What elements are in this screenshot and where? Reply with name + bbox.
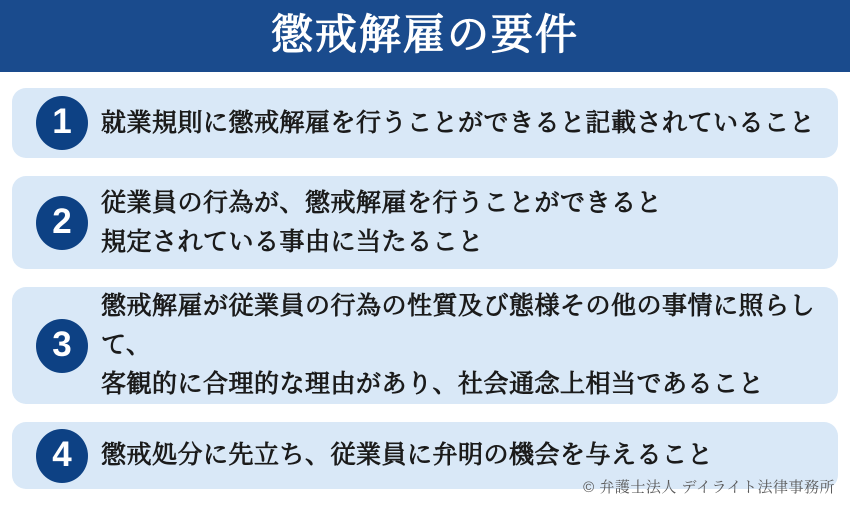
text-line: 従業員の行為が、懲戒解雇を行うことができると	[101, 188, 663, 217]
text-line: 客観的に合理的な理由があり、社会通念上相当であること	[101, 370, 765, 398]
badge-number: 4	[52, 434, 72, 474]
requirements-list	[0, 72, 850, 489]
requirement-item-2	[12, 176, 838, 269]
copyright-notice: © 弁護士法人 デイライト法律事務所	[583, 479, 835, 496]
badge-number: 3	[52, 324, 72, 364]
requirement-item-3	[12, 287, 838, 404]
title-banner	[0, 0, 850, 72]
text-line: 就業規則に懲戒解雇を行うことができると記載されていること	[101, 108, 816, 137]
text-line: 懲戒解雇が従業員の行為の性質及び態様その他の事情に照らして、	[101, 292, 816, 359]
requirement-text	[101, 436, 713, 475]
number-badge-2	[36, 196, 88, 250]
requirement-item-1	[12, 88, 838, 158]
text-line: 規定されている事由に当たること	[101, 227, 484, 256]
requirement-text	[101, 184, 662, 262]
badge-number: 1	[52, 102, 72, 141]
number-badge-1	[36, 96, 88, 150]
requirement-text	[101, 104, 815, 143]
page-title: 懲戒解雇の要件	[270, 11, 579, 58]
badge-number: 2	[52, 201, 72, 241]
number-badge-4	[36, 429, 88, 483]
number-badge-3	[36, 319, 88, 373]
text-line: 懲戒処分に先立ち、従業員に弁明の機会を与えること	[101, 441, 714, 469]
requirement-text	[101, 287, 820, 404]
